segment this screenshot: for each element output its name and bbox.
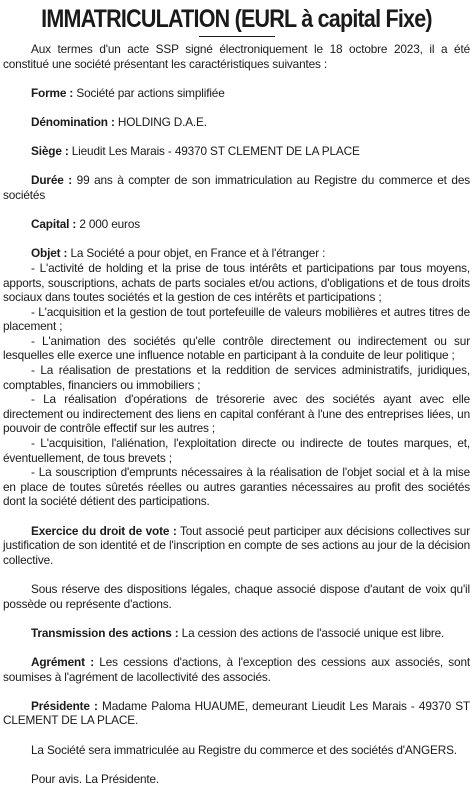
closing-line: Pour avis. La Présidente.: [31, 771, 160, 786]
objet-item: - La réalisation de prestations et la reddition de services administratifs, juridiques, comptables, financiers ou immobiliers ;: [3, 363, 470, 392]
duree-paragraph: [3, 173, 470, 202]
transmission-paragraph: [3, 626, 470, 641]
objet-item: - L'acquisition et la gestion de tout portefeuille de valeurs mobilières et autres titres de placement ;: [3, 304, 470, 334]
reserve-paragraph: Sous réserve des dispositions légales, chaque associé dispose d'autant de voix qu'il possède ou représente d'actions.: [3, 581, 470, 611]
vote-value: Tout associé peut participer aux décisions collectives sur justification de son identité et de l'inscription en compte de ses actions au jour de la décision collective.: [3, 523, 470, 567]
objet-item: - L'animation des sociétés qu'elle contrôle directement ou indirectement ou sur lesquelles elle exerce une influence notable en participant à la conduite de leur politique ;: [3, 333, 470, 363]
denomination-label: Dénomination :: [31, 114, 115, 129]
objet-item: - L'activité de holding et la prise de tous intérêts et participations par tous moyens, apports, souscriptions, achats de parts sociales et/ou actions, d'obligations et de tous droits sociaux dans toutes sociétés et la gestion de ces intérêts et participations ;: [3, 260, 470, 305]
objet-list: [3, 261, 470, 509]
agrement-value: Les cessions d'actions, à l'exception des cessions aux associés, sont soumises à l'agrément de lacollectivité des associés.: [3, 654, 470, 684]
transmission-value: La cession des actions de l'associé unique est libre.: [178, 625, 445, 640]
duree-value: 99 ans à compter de son immatriculation au Registre du commerce et des sociétés: [3, 173, 470, 202]
capital-label: Capital :: [31, 217, 77, 232]
transmission-label: Transmission des actions :: [31, 625, 179, 640]
forme-value: Société par actions simplifiée: [73, 85, 225, 100]
agrement-label: Agrément :: [31, 654, 94, 669]
objet-item: - L'acquisition, l'aliénation, l'exploitation directe ou indirecte de toutes marques, et, éventuellement, de tous brevets ;: [3, 436, 470, 465]
notice-title: IMMATRICULATION (EURL à capital Fixe): [41, 5, 432, 33]
vote-label: Exercice du droit de vote :: [31, 523, 177, 538]
objet-value: La Société a pour objet, en France et à l'étranger :: [67, 246, 326, 261]
capital-value: 2 000 euros: [76, 217, 140, 232]
notice-body: [3, 42, 470, 786]
objet-label: Objet :: [31, 246, 68, 261]
objet-item: - La réalisation d'opérations de trésorerie avec des sociétés ayant avec elle directement ou indirectement des liens en capital conférant à l'une des entreprises liées, un pouvoir de contrôle effectif sur les autres ;: [3, 392, 470, 436]
siege-label: Siège :: [31, 144, 69, 159]
siege-paragraph: [3, 144, 470, 159]
denomination-paragraph: [3, 115, 470, 130]
objet-paragraph: [3, 246, 470, 261]
title-underline: [199, 36, 275, 37]
forme-paragraph: [3, 86, 470, 101]
presidente-paragraph: [3, 699, 470, 728]
forme-label: Forme :: [31, 85, 74, 100]
agrement-paragraph: [3, 655, 470, 684]
presidente-label: Présidente :: [31, 698, 98, 713]
denomination-value: HOLDING D.A.E.: [114, 114, 207, 129]
capital-paragraph: [3, 217, 470, 232]
intro-paragraph: Aux termes d'un acte SSP signé électroniquement le 18 octobre 2023, il a été constitué une société présentant les caractéristiques suivantes :: [3, 42, 470, 71]
objet-item: - La souscription d'emprunts nécessaires à la réalisation de l'objet social et à la mise en place de toutes sûretés réelles ou autres garanties nécessaires au profit des sociétés dont la société détient des participations.: [3, 465, 470, 509]
duree-label: Durée :: [31, 173, 73, 188]
presidente-value: Madame Paloma HUAUME, demeurant Lieudit Les Marais - 49370 ST CLEMENT DE LA PLACE.: [3, 698, 470, 728]
siege-value: Lieudit Les Marais - 49370 ST CLEMENT DE LA PLACE: [68, 144, 360, 159]
immatriculation-paragraph: La Société sera immatriculée au Registre du commerce et des sociétés d'ANGERS.: [31, 742, 457, 757]
vote-paragraph: [3, 524, 470, 568]
